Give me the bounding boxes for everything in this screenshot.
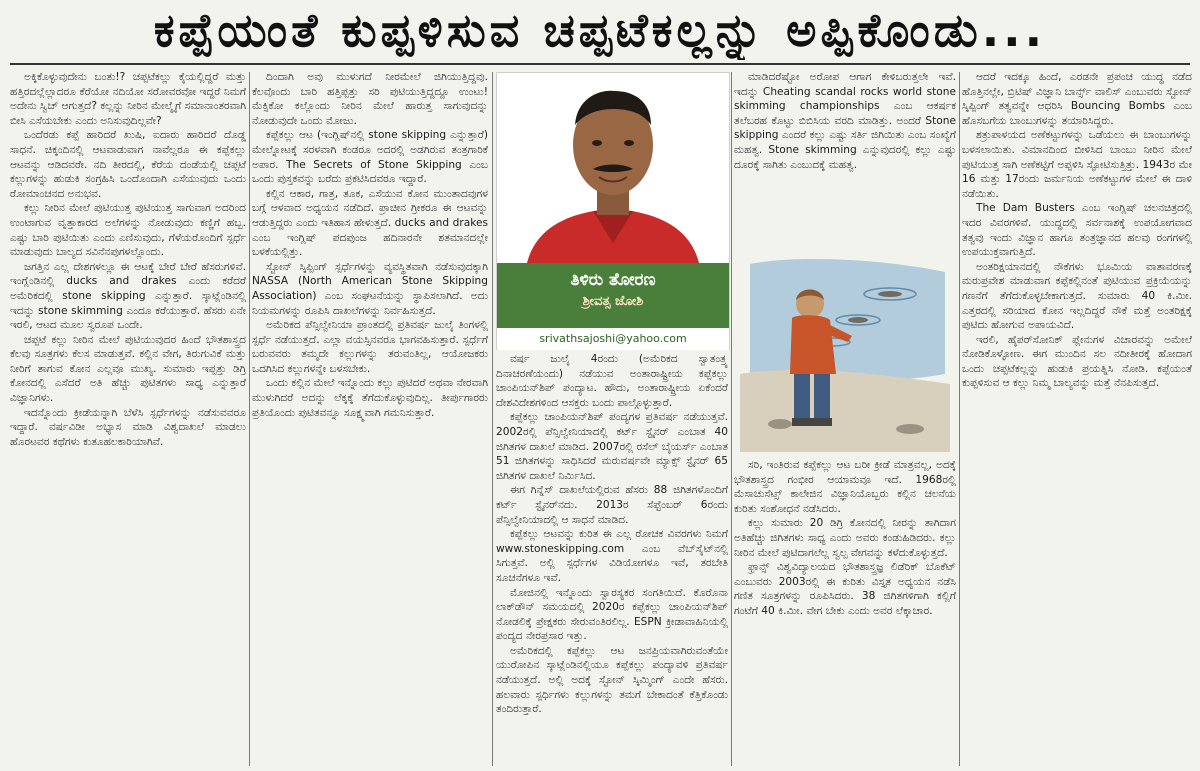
paragraph: ಕಲ್ಲು ನೀರಿನ ಮೇಲೆ ಪುಟಿಯುತ್ತ ಪುಟಿಯುತ್ತ ಸಾಗುವಾಗ ಅದರಿಂದ ಉಂಟಾಗುವ ವೃತ್ತಾಕಾರದ ಅಲೆಗಳನ್ನು ನೋಡುವುದು ಕಣ್ಣಿಗೆ ಹಬ್ಬ. ಎಷ್ಟು ಬಾರಿ ಪುಟಿಯಿತು ಎಂದು ಎಣಿಸುವುದು, ಗೆಳೆಯರೊಂದಿಗೆ ಸ್ಪರ್ಧೆ ಮಾಡುವುದು ಬಾಲ್ಯದ ಸವಿನೆನಪುಗಳಲ್ಲೊಂದು. [10, 202, 246, 259]
column-divider [731, 72, 732, 766]
article-column-4-top [734, 70, 956, 220]
paragraph: ಮೋಜಿನಲ್ಲಿ ಇನ್ನೊಂದು ಸ್ವಾರಸ್ಯಕರ ಸಂಗತಿಯಿದೆ. ಕೊರೊನಾ ಲಾಕ್‌ಡೌನ್ ಸಮಯದಲ್ಲಿ 2020ರ ಕಪ್ಪೆಕಲ್ಲು ಚಾಂಪಿಯನ್‌ಶಿಪ್ ನೋಡಲಿಕ್ಕೆ ಪ್ರೇಕ್ಷಕರು ಸೇರುವಂತಿರಲಿಲ್ಲ. ESPN ಕ್ರೀಡಾವಾಹಿನಿಯಲ್ಲಿ ಪಂದ್ಯದ ನೇರಪ್ರಸಾರ ಇತ್ತು. [496, 586, 728, 643]
paragraph: ವರ್ಷ ಜುಲೈ 4ರಂದು (ಅಮೆರಿಕದ ಸ್ವಾತಂತ್ರ್ಯ ದಿನಾಚರಣೆಯಂದು) ನಡೆಯುವ ಅಂತಾರಾಷ್ಟ್ರೀಯ ಕಪ್ಪೆಕಲ್ಲು ಚಾಂಪಿಯನ್‌ಶಿಪ್ ಪಂದ್ಯಾಟ. ಹೌದು, ಅಂತಾರಾಷ್ಟ್ರೀಯ ಏಕೆಂದರೆ ದೇಶವಿದೇಶಗಳಿಂದ ಆಸಕ್ತರು ಬಂದು ಪಾಲ್ಗೊಳ್ಳುತ್ತಾರೆ. [496, 353, 728, 409]
paragraph: ಅಂತರಿಕ್ಷಯಾನದಲ್ಲಿ ನೌಕೆಗಳು ಭೂಮಿಯ ವಾತಾವರಣಕ್ಕೆ ಮರುಪ್ರವೇಶ ಮಾಡುವಾಗ ಕಪ್ಪೆಕಲ್ಲಿನಂತೆ ಪುಟಿಯುವ ಪ್ರಕ್ರಿಯೆಯನ್ನು ಗಣನೆಗೆ ತೆಗೆದುಕೊಳ್ಳಬೇಕಾಗುತ್ತದೆ. ಸುಮಾರು 40 ಕಿ.ಮೀ. ಎತ್ತರದಲ್ಲಿ ಸರಿಯಾದ ಕೋನ ಇಲ್ಲದಿದ್ದರೆ ನೌಕೆ ಮತ್ತೆ ಅಂತರಿಕ್ಷಕ್ಕೆ ಪುಟಿದು ಹೋಗುವ ಅಪಾಯವಿದೆ. [962, 260, 1192, 332]
headline-rule [10, 63, 1190, 65]
paragraph: ಫ್ರಾನ್ಸ್ ವಿಶ್ವವಿದ್ಯಾಲಯದ ಭೌತಶಾಸ್ತ್ರಜ್ಞ ಲಿಡೆರಿಕ್ ಬೊಕೆಟ್ ಎಂಬುವರು 2003ರಲ್ಲಿ ಈ ಕುರಿತು ವಿಸ್ತೃತ ಅಧ್ಯಯನ ನಡೆಸಿ ಗಣಿತ ಸೂತ್ರಗಳನ್ನು ರೂಪಿಸಿದರು. 38 ಜಿಗಿತಗಳಿಗಾಗಿ ಕಲ್ಲಿಗೆ ಗಂಟೆಗೆ 40 ಕಿ.ಮೀ. ವೇಗ ಬೇಕು ಎಂದು ಅವರ ಲೆಕ್ಕಾಚಾರ. [734, 561, 956, 617]
paragraph: ಸರಿ, ಇಂತಿರುವ ಕಪ್ಪೆಕಲ್ಲು ಆಟ ಬರೀ ಕ್ರೀಡೆ ಮಾತ್ರವಲ್ಲ, ಅದಕ್ಕೆ ಭೌತಶಾಸ್ತ್ರದ ಗಂಭೀರ ಆಯಾಮವೂ ಇದೆ. 1968ರಲ್ಲಿ ಮೆಸಾಚುಸೆಟ್ಸ್ ಕಾಲೇಜಿನ ವಿಜ್ಞಾನಿಯೊಬ್ಬರು ಕಲ್ಲಿನ ಚಲನೆಯ ಕುರಿತು ಸಂಶೋಧನೆ ನಡೆಸಿದರು. [734, 459, 956, 515]
column-divider [492, 72, 493, 766]
paragraph: ಇರಲಿ, ಹೈಪರ್‌ಸೋನಿಕ್ ಪ್ಲೇನುಗಳ ವಿಚಾರವನ್ನು ಅಮೇಲೆ ನೋಡಿಕೊಳ್ಳೋಣ. ಈಗ ಮುಂದಿನ ಸಲ ನದೀತೀರಕ್ಕೆ ಹೋದಾಗ ಒಂದು ಚಪ್ಪಟೆಕಲ್ಲನ್ನು ಹುಡುಕಿ ಪ್ರಯತ್ನಿಸಿ ನೋಡಿ. ಕಪ್ಪೆಯಂತೆ ಕುಪ್ಪಳಿಸುವ ಆ ಕಲ್ಲು ನಿಮ್ಮ ಬಾಲ್ಯವನ್ನು ಮತ್ತೆ ನೆನಪಿಸುತ್ತದೆ. [962, 333, 1192, 390]
article-column-2 [252, 70, 488, 768]
article-column-4-bottom [734, 458, 956, 768]
headline: ಕಪ್ಪೆಯಂತೆ ಕುಪ್ಪಳಿಸುವ ಚಪ್ಪಟೆಕಲ್ಲನ್ನು ಅಪ್ಪಿಕೊಂಡು... [153, 3, 1047, 57]
paragraph: ಕಪ್ಪೆಕಲ್ಲು ಆಟ (ಇಂಗ್ಲಿಷ್‌ನಲ್ಲಿ stone skipping ಎನ್ನುತ್ತಾರೆ) ಮೇಲ್ನೋಟಕ್ಕೆ ಸರಳವಾಗಿ ಕಂಡರೂ ಅದರಲ್ಲಿ ಅಡಗಿರುವ ತಂತ್ರಗಾರಿಕೆ ಅಪಾರ. The Secrets of Stone Skipping ಎಂಬ ಒಂದು ಪುಸ್ತಕವನ್ನು ಬರೆದು ಪ್ರಕಟಿಸಿದವರೂ ಇದ್ದಾರೆ. [252, 129, 488, 186]
paragraph: ಚಪ್ಪಟೆ ಕಲ್ಲು ನೀರಿನ ಮೇಲೆ ಪುಟಿಯುವುದರ ಹಿಂದೆ ಭೌತಶಾಸ್ತ್ರದ ಕೆಲವು ಸೂತ್ರಗಳು ಕೆಲಸ ಮಾಡುತ್ತವೆ. ಕಲ್ಲಿನ ವೇಗ, ತಿರುಗುವಿಕೆ ಮತ್ತು ನೀರಿಗೆ ತಾಗುವ ಕೋನ ಎಲ್ಲವೂ ಮುಖ್ಯ. ಸುಮಾರು ಇಪ್ಪತ್ತು ಡಿಗ್ರಿ ಕೋನದಲ್ಲಿ ಎಸೆದರೆ ಅತಿ ಹೆಚ್ಚು ಪುಟಿತಗಳು ಸಾಧ್ಯ ಎನ್ನುತ್ತಾರೆ ವಿಜ್ಞಾನಿಗಳು. [10, 333, 246, 405]
paragraph: ಅಮೆರಿಕದ ಪೆನ್ಸಿಲ್ವೇನಿಯಾ ಪ್ರಾಂತದಲ್ಲಿ ಪ್ರತಿವರ್ಷ ಜುಲೈ ತಿಂಗಳಲ್ಲಿ ಸ್ಪರ್ಧೆ ನಡೆಯುತ್ತದೆ. ಎಲ್ಲಾ ವಯಸ್ಸಿನವರೂ ಭಾಗವಹಿಸುತ್ತಾರೆ. ಸ್ಪರ್ಧೆಗೆ ಬರುವವರು ತಮ್ಮದೇ ಕಲ್ಲುಗಳನ್ನು ತರುವಂತಿಲ್ಲ, ಆಯೋಜಕರು ಒದಗಿಸಿದ ಕಲ್ಲುಗಳನ್ನೇ ಬಳಸಬೇಕು. [252, 319, 488, 375]
article-column-5 [962, 70, 1192, 768]
paragraph: ಆದರೆ ಇದಕ್ಕೂ ಹಿಂದೆ, ಎರಡನೇ ಪ್ರಪಂಚ ಯುದ್ಧ ನಡೆದ ಹೊತ್ತಿನಲ್ಲೇ, ಬ್ರಿಟಿಷ್ ವಿಜ್ಞಾನಿ ಬಾರ್ನ್ಸ್ ವಾಲಿಸ್ ಎಂಬುವರು ಸ್ಟೋನ್ ಸ್ಕಿಪ್ಪಿಂಗ್ ತತ್ವವನ್ನೇ ಆಧರಿಸಿ Bouncing Bombs ಎಂಬ ಹೊಸಬಗೆಯ ಬಾಂಬುಗಳನ್ನು ತಯಾರಿಸಿದ್ದರು. [962, 71, 1192, 127]
column-divider [959, 72, 960, 766]
paragraph: ಕಲ್ಲಿನ ಆಕಾರ, ಗಾತ್ರ, ತೂಕ, ಎಸೆಯುವ ಕೋನ ಮುಂತಾದವುಗಳ ಬಗ್ಗೆ ಆಳವಾದ ಅಧ್ಯಯನ ನಡೆದಿದೆ. ಪ್ರಾಚೀನ ಗ್ರೀಕರೂ ಈ ಆಟವನ್ನು ಆಡುತ್ತಿದ್ದರು ಎಂದು ಇತಿಹಾಸ ಹೇಳುತ್ತದೆ. ducks and drakes ಎಂಬ ಇಂಗ್ಲಿಷ್ ಪದಪುಂಜ ಹದಿನಾರನೇ ಶತಮಾನದಲ್ಲೇ ಬಳಕೆಯಲ್ಲಿತ್ತು. [252, 187, 488, 259]
paragraph: ಒಂದೆರಡು ಕಪ್ಪೆ ಹಾರಿದರೆ ಖುಷಿ, ಐದಾರು ಹಾರಿದರೆ ದೊಡ್ಡ ಸಾಧನೆ. ಚಿಕ್ಕಂದಿನಲ್ಲಿ ಆಟವಾಡುವಾಗ ನಾವೆಲ್ಲರೂ ಈ ಕಪ್ಪೆಕಲ್ಲು ಆಟವನ್ನು ಆಡಿದವರೇ. ನದಿ ತೀರದಲ್ಲಿ, ಕೆರೆಯ ದಂಡೆಯಲ್ಲಿ ಚಪ್ಪಟೆ ಕಲ್ಲುಗಳನ್ನು ಹುಡುಕಿ ಸಂಗ್ರಹಿಸಿ ಒಂದೊಂದಾಗಿ ಎಸೆಯುವುದು ಒಂದು ರೋಮಾಂಚನದ ಅನುಭವ. [10, 129, 246, 200]
paragraph: ಕಪ್ಪೆಕಲ್ಲು ಚಾಂಪಿಯನ್‌ಶಿಪ್ ಪಂದ್ಯಗಳ ಪ್ರತಿವರ್ಷ ನಡೆಯುತ್ತವೆ. 2002ರಲ್ಲಿ ಪೆನ್ಸಿಲ್ವೇನಿಯಾದಲ್ಲಿ ಕರ್ಟ್ ಸ್ಟೈನರ್ ಎಂಬಾತ 40 ಜಿಗಿತಗಳ ದಾಖಲೆ ಮಾಡಿದ. 2007ರಲ್ಲಿ ರಸೆಲ್ ಬೈಯರ್ಸ್ ಎಂಬಾತ 51 ಜಿಗಿತಗಳನ್ನು ಸಾಧಿಸಿದರೆ ಮರುವರ್ಷವೇ ಮ್ಯಾಕ್ಸ್ ಸ್ಟೈನರ್ 65 ಜಿಗಿತಗಳ ದಾಖಲೆ ನಿರ್ಮಿಸಿದ. [496, 411, 728, 482]
paragraph: ಅಮೆರಿಕದಲ್ಲಿ ಕಪ್ಪೆಕಲ್ಲು ಆಟ ಜನಪ್ರಿಯವಾಗಿರುವಂತೆಯೇ ಯುರೋಪಿನ ಸ್ಕಾಟ್ಲೆಂಡಿನಲ್ಲಿಯೂ ಕಪ್ಪೆಕಲ್ಲು ಪಂದ್ಯಾವಳಿ ಪ್ರತಿವರ್ಷ ನಡೆಯುತ್ತದೆ. ಅಲ್ಲಿ ಅದಕ್ಕೆ ಸ್ಟೋನ್ ಸ್ಕಿಮ್ಮಿಂಗ್ ಎಂದೇ ಹೆಸರು. ಹಲವಾರು ಸ್ಪರ್ಧಿಗಳು ಕಲ್ಲುಗಳನ್ನು ತಮಗೆ ಬೇಕಾದಂತೆ ಕೆತ್ತಿಕೊಂಡು ತಂದಿರುತ್ತಾರೆ. [496, 644, 728, 716]
paragraph: ಮಾಡಿದರೆಷ್ಟೋ ಅರೋಪ ಆಗಾಗ ಕೇಳಿಬರುತ್ತಲೇ ಇವೆ. ಇದನ್ನು Cheating scandal rocks world stone skimming championships ಎಂಬ ಆಕರ್ಷಕ ತಲೆಬರಹ ಕೊಟ್ಟು ಬಿಬಿಸಿಯ ವರದಿ ಮಾಡಿತ್ತು. ಅಂದರೆ Stone skipping ಎಂದರೆ ಕಲ್ಲು ಎಷ್ಟು ಸರ್ತಿ ಜಿಗಿಯಿತು ಎಂಬ ಸಂಖ್ಯೆಗೆ ಮಹತ್ವ. Stone skimming ಎನ್ನುವುದರಲ್ಲಿ ಕಲ್ಲು ಎಷ್ಟು ದೂರಕ್ಕೆ ಸಾಗಿತು ಎಂಬುದಕ್ಕೆ ಮಹತ್ವ. [734, 71, 956, 171]
paragraph: ಜಗತ್ತಿನ ಎಲ್ಲ ದೇಶಗಳಲ್ಲೂ ಈ ಆಟಕ್ಕೆ ಬೇರೆ ಬೇರೆ ಹೆಸರುಗಳಿವೆ. ಇಂಗ್ಲೆಂಡಿನಲ್ಲಿ ducks and drakes ಎಂದು ಕರೆದರೆ ಅಮೆರಿಕದಲ್ಲಿ stone skipping ಎನ್ನುತ್ತಾರೆ. ಸ್ಕಾಟ್ಲೆಂಡಿನಲ್ಲಿ ಇದನ್ನು stone skimming ಎಂದೂ ಕರೆಯುತ್ತಾರೆ. ಹೆಸರು ಏನೇ ಇರಲಿ, ಆಟದ ಮೂಲ ಸ್ವರೂಪ ಒಂದೇ. [10, 260, 246, 332]
paragraph: ಈಗ ಗಿನ್ನೆಸ್ ದಾಖಲೆಯಲ್ಲಿರುವ ಹೆಸರು 88 ಜಿಗಿತಗಳೊಂದಿಗೆ ಕರ್ಟ್ ಸ್ಟೈನರ್‌ನದು. 2013ರ ಸೆಪ್ಟೆಂಬರ್ 6ರಂದು ಪೆನ್ಸಿಲ್ವೇನಿಯಾದಲ್ಲಿ ಆ ಸಾಧನೆ ಮಾಡಿದ. [496, 484, 728, 526]
column-name: ತಿಳಿರು ತೋರಣ [570, 270, 656, 290]
paragraph: ಅಕ್ಕಿಕೊಳ್ಳುವುದೇನು ಬಂತು!? ಚಪ್ಪಟೆಕಲ್ಲು ಕೈಯಲ್ಲಿದ್ದರೆ ಮತ್ತು ಹತ್ತಿರದಲ್ಲೆಲ್ಲಾದರೂ ಕೆರೆಯೋ ನದಿಯೋ ಸರೋವರವೋ ಇದ್ದರೆ ನಿಮಗೆ ಅದೇನು ಸ್ವಿಚ್ ಆಗುತ್ತದೆ? ಕಲ್ಲನ್ನು ನೀರಿನ ಮೇಲ್ಮೈಗೆ ಸಮಾನಾಂತರವಾಗಿ ಬೀಸಿ ಎಸೆಯಬೇಕು ಎಂದು ಅನಿಸುವುದಿಲ್ಲವೇ? [10, 71, 246, 127]
article-column-1 [10, 70, 246, 768]
paragraph: ದಿಂದಾಗಿ ಅವು ಮುಳುಗದೆ ನೀರಮೇಲೆ ಜಿಗಿಯುತ್ತಿದ್ದವು. ಕೆಲವೊಂದು ಬಾರಿ ಹತ್ತಿಪ್ಪತ್ತು ಸರಿ ಪುಟಿಯುತ್ತಿದ್ದದ್ದೂ ಉಂಟು! ಮೆಕ್ಸಿಕೋ ಕಲ್ಲೊಂದು ನೀರಿನ ಮೇಲೆ ಹಾರುತ್ತ ಸಾಗುವುದನ್ನು ನೋಡುವುದೇ ಒಂದು ಮೋಜು. [252, 71, 488, 127]
paragraph: ಇದನ್ನೊಂದು ಕ್ರೀಡೆಯನ್ನಾಗಿ ಬೆಳೆಸಿ ಸ್ಪರ್ಧೆಗಳನ್ನು ನಡೆಸುವವರೂ ಇದ್ದಾರೆ. ವರ್ಷವಿಡೀ ಅಭ್ಯಾಸ ಮಾಡಿ ವಿಶ್ವದಾಖಲೆ ಮಾಡಲು ಹೊರಟವರ ಕಥೆಗಳು ಕುತೂಹಲಕಾರಿಯಾಗಿವೆ. [10, 406, 246, 448]
author-box [496, 72, 730, 350]
author-name: ಶ್ರೀವತ್ಸ ಜೋಶಿ [582, 294, 644, 309]
paragraph: ಸ್ಟೋನ್ ಸ್ಕಿಪ್ಪಿಂಗ್ ಸ್ಪರ್ಧೆಗಳನ್ನು ವ್ಯವಸ್ಥಿತವಾಗಿ ನಡೆಸುವುದಕ್ಕಾಗಿ NASSA (North American Stone Skipping Association) ಎಂಬ ಸಂಘಟನೆಯನ್ನು ಸ್ಥಾಪಿಸಲಾಗಿದೆ. ಅದು ನಿಯಮಗಳನ್ನು ರೂಪಿಸಿ ದಾಖಲೆಗಳನ್ನು ನಿರ್ವಹಿಸುತ್ತದೆ. [252, 260, 488, 317]
author-email[interactable]: srivathsajoshi@yahoo.com [497, 327, 729, 350]
boy-skipping-stone-illustration [740, 224, 950, 452]
paragraph: The Dam Busters ಎಂಬ ಇಂಗ್ಲಿಷ್ ಚಲನಚಿತ್ರದಲ್ಲಿ ಇದರ ವಿವರಗಳಿವೆ. ಯುದ್ಧದಲ್ಲಿ ಸರ್ವನಾಶಕ್ಕೆ ಉಪಯೋಗವಾದ ತತ್ವವು ಇಂದು ವಿಜ್ಞಾನ ಹಾಗೂ ತಂತ್ರಜ್ಞಾನದ ಹಲವು ರಂಗಗಳಲ್ಲಿ ಉಪಯುಕ್ತವಾಗುತ್ತಿದೆ. [962, 202, 1192, 259]
column-title-banner [497, 263, 729, 327]
paragraph: ಕಲ್ಲು ಸುಮಾರು 20 ಡಿಗ್ರಿ ಕೋನದಲ್ಲಿ ನೀರನ್ನು ತಾಗಿದಾಗ ಅತಿಹೆಚ್ಚು ಜಿಗಿತಗಳು ಸಾಧ್ಯ ಎಂದು ಅವರು ಕಂಡುಹಿಡಿದರು. ಕಲ್ಲು ನೀರಿನ ಮೇಲೆ ಪುಟಿದಾಗಲೆಲ್ಲ ಸ್ವಲ್ಪ ವೇಗವನ್ನು ಕಳೆದುಕೊಳ್ಳುತ್ತದೆ. [734, 517, 956, 559]
column-divider [249, 72, 250, 766]
author-portrait [497, 73, 729, 263]
article-column-3 [496, 352, 728, 768]
paragraph: ಶತ್ರುಪಾಳಯದ ಅಣೆಕಟ್ಟುಗಳನ್ನು ಒಡೆಯಲು ಈ ಬಾಂಬುಗಳನ್ನು ಬಳಸಲಾಯಿತು. ವಿಮಾನದಿಂದ ಬೀಳಿಸಿದ ಬಾಂಬು ನೀರಿನ ಮೇಲೆ ಪುಟಿಯುತ್ತ ಸಾಗಿ ಅಣೆಕಟ್ಟಿಗೆ ಅಪ್ಪಳಿಸಿ ಸ್ಫೋಟಿಸುತ್ತಿತ್ತು. 1943ರ ಮೇ 16 ಮತ್ತು 17ರಂದು ಜರ್ಮನಿಯ ಅಣೆಕಟ್ಟುಗಳ ಮೇಲೆ ಈ ದಾಳಿ ನಡೆಯಿತು. [962, 129, 1192, 200]
paragraph: ಒಂದು ಕಲ್ಲಿನ ಮೇಲೆ ಇನ್ನೊಂದು ಕಲ್ಲು ಪುಟಿದರೆ ಅಥವಾ ನೇರವಾಗಿ ಮುಳುಗಿದರೆ ಅದನ್ನು ಲೆಕ್ಕಕ್ಕೆ ತೆಗೆದುಕೊಳ್ಳುವುದಿಲ್ಲ. ತೀರ್ಪುಗಾರರು ಪ್ರತಿಯೊಂದು ಪುಟಿತವನ್ನೂ ಸೂಕ್ಷ್ಮವಾಗಿ ಗಮನಿಸುತ್ತಾರೆ. [252, 377, 488, 419]
paragraph: ಕಪ್ಪೆಕಲ್ಲು ಆಟವನ್ನು ಕುರಿತ ಈ ಎಲ್ಲ ರೋಚಕ ವಿವರಗಳು ನಿಮಗೆ www.stoneskipping.com ಎಂಬ ವೆಬ್‌ಸೈಟ್‌ನಲ್ಲಿ ಸಿಗುತ್ತವೆ. ಅಲ್ಲಿ ಸ್ಪರ್ಧೆಗಳ ವಿಡಿಯೋಗಳೂ ಇವೆ, ತರಬೇತಿ ಸೂಚನೆಗಳೂ ಇವೆ. [496, 528, 728, 584]
